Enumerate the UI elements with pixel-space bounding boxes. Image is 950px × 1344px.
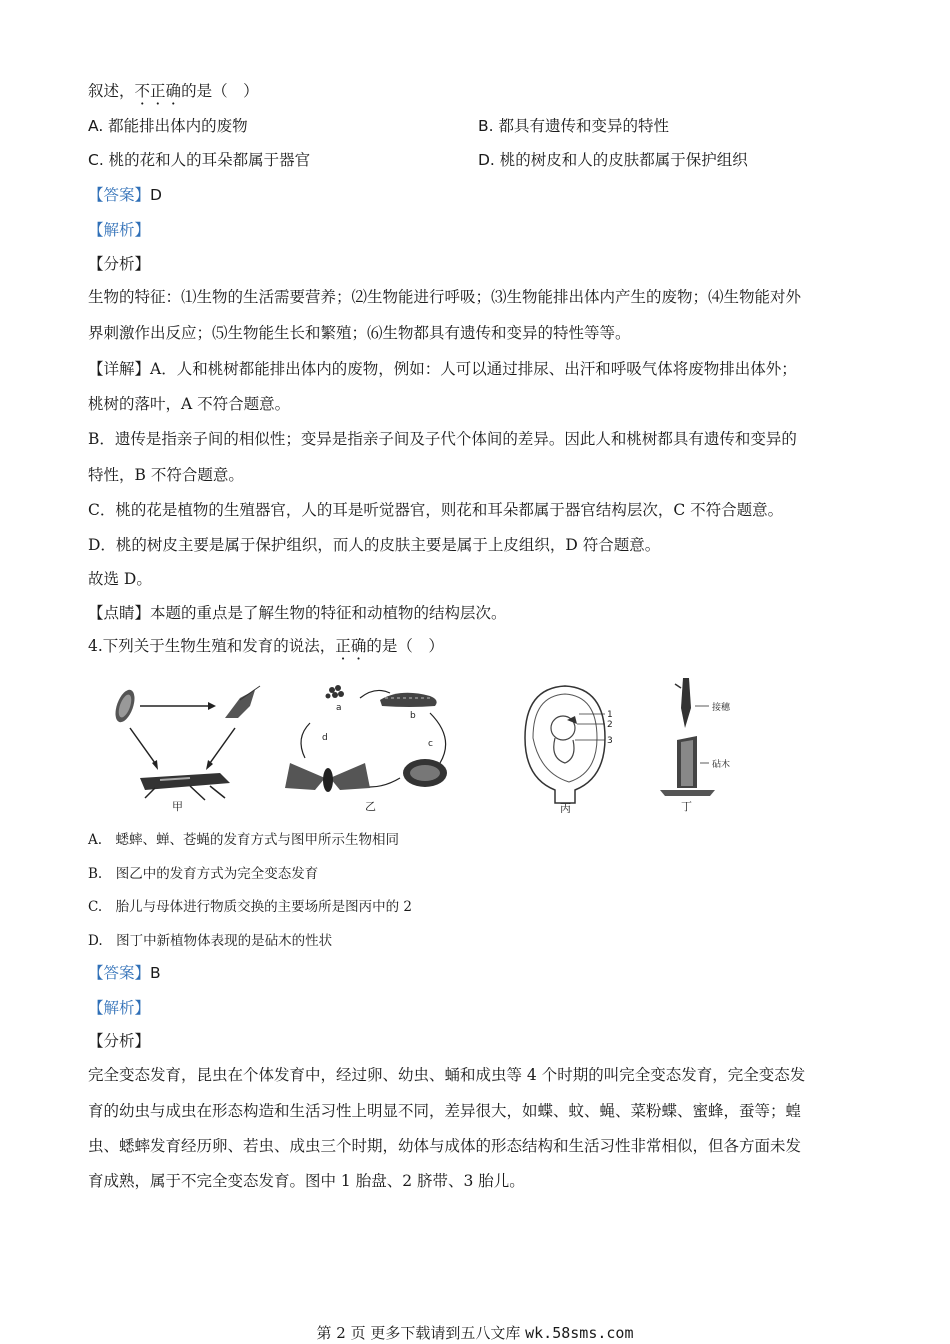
q3-detail-line: 特性，B 不符合题意。 [88, 466, 244, 484]
q4-stem-emphasis: 正 [335, 637, 351, 655]
q4-option-c: C. 胎儿与母体进行物质交换的主要场所是图丙中的 2 [88, 899, 413, 915]
q3-detail-line: B．遗传是指亲子间的相似性；变异是指亲子间及子代个体间的差异。因此人和桃树都具有遗传和变异的 [88, 430, 797, 448]
q4-answer-line [88, 962, 161, 984]
stage-label: b [410, 711, 416, 721]
scion-label: 接穗 [712, 703, 731, 713]
page-footer [0, 1322, 950, 1343]
q3-option-a: A. 都能排出体内的废物 [88, 117, 248, 135]
q3-stem-emphasis: 正 [150, 82, 166, 100]
part-number: 1 [607, 710, 613, 720]
rootstock-label: 砧木 [712, 760, 731, 770]
q4-option-a: A. 蟋蟀、蝉、苍蝇的发育方式与图甲所示生物相同 [88, 832, 400, 848]
q4-stem-suffix: 的是（ ） [366, 637, 444, 655]
q4-stem-emphasis: 确 [350, 637, 367, 655]
fenxi-tag: 【分析】 [88, 1032, 151, 1050]
figure-label-yi: 乙 [365, 800, 376, 813]
answer-tag: 【答案】 [88, 964, 151, 982]
stage-label: c [428, 739, 433, 749]
figure-jia-grasshopper-cycle [100, 678, 270, 813]
q4-fenxi-line: 完全变态发育，昆虫在个体发育中，经过卵、幼虫、蛹和成虫等 4 个时期的叫完全变态发育，完全变态发 [88, 1066, 806, 1084]
fenxi-tag: 【分析】 [88, 255, 151, 273]
stage-label: a [336, 703, 342, 713]
q3-option-b: B. 都具有遗传和变异的特性 [478, 117, 669, 135]
q3-option-c: C. 桃的花和人的耳朵都属于器官 [88, 151, 311, 169]
q3-stem-emphasis: 不 [134, 82, 151, 100]
q4-option-b: B. 图乙中的发育方式为完全变态发育 [88, 866, 319, 882]
footer-page-text: 第 2 页 更多下载请到五八文库 [316, 1324, 526, 1342]
q3-answer-line [88, 184, 162, 206]
figure-label-bing: 丙 [560, 802, 571, 813]
q3-stem-emphasis: 确 [165, 82, 182, 100]
part-number: 3 [607, 736, 613, 746]
answer-value: B [150, 964, 161, 982]
q4-option-d: D. 图丁中新植物体表现的是砧木的性状 [88, 933, 333, 949]
q3-stem-prefix: 叙述， [88, 82, 135, 100]
q3-detail-line: C．桃的花是植物的生殖器官，人的耳是听觉器官，则花和耳朵都属于器官结构层次，C 不符合题意。 [88, 501, 784, 519]
q3-fenxi-line: 界刺激作出反应；⑸生物能生长和繁殖；⑹生物都具有遗传和变异的特性等等。 [88, 324, 631, 342]
q3-detail-line: 桃树的落叶，A 不符合题意。 [88, 395, 291, 413]
q4-figure-row [100, 678, 780, 813]
figure-ding-grafting [645, 678, 785, 813]
q3-option-d: D. 桃的树皮和人的皮肤都属于保护组织 [478, 151, 748, 169]
analysis-tag: 【解析】 [88, 999, 151, 1017]
figure-yi-silkworm-cycle [280, 678, 470, 813]
q4-fenxi-line: 育的幼虫与成虫在形态构造和生活习性上明显不同，差异很大，如蝶、蚊、蝇、菜粉蝶、蜜蜂，蚕等；蝗 [88, 1102, 802, 1120]
part-number: 2 [607, 720, 613, 730]
q3-stem [88, 80, 259, 102]
q3-detail-line: 【详解】A．人和桃树都能排出体内的废物，例如：人可以通过排尿、出汗和呼吸气体将废物排出体外； [88, 360, 797, 378]
q4-stem [88, 635, 444, 657]
answer-value: D [150, 186, 162, 204]
analysis-tag: 【解析】 [88, 221, 151, 239]
answer-tag: 【答案】 [88, 186, 151, 204]
figure-label-ding: 丁 [681, 800, 692, 813]
figure-bing-uterus [505, 678, 635, 813]
q3-comment: 【点睛】本题的重点是了解生物的特征和动植物的结构层次。 [88, 604, 507, 622]
q3-fenxi-line: 生物的特征：⑴生物的生活需要营养；⑵生物能进行呼吸；⑶生物能排出体内产生的废物；⑷生物能对外 [88, 288, 802, 306]
footer-site-link[interactable]: wk.58sms.com [525, 1324, 634, 1342]
q3-detail-line: D．桃的树皮主要是属于保护组织，而人的皮肤主要是属于上皮组织，D 符合题意。 [88, 536, 661, 554]
q4-fenxi-line: 育成熟，属于不完全变态发育。图中 1 胎盘、2 脐带、3 胎儿。 [88, 1172, 525, 1190]
q4-fenxi-line: 虫、蟋蟀发育经历卵、若虫、成虫三个时期，幼体与成体的形态结构和生活习性非常相似，但各方面未发 [88, 1137, 802, 1155]
figure-label-jia: 甲 [172, 800, 183, 813]
stage-label: d [322, 733, 328, 743]
q3-stem-suffix: 的是（ ） [181, 82, 259, 100]
q3-conclusion: 故选 D。 [88, 570, 152, 588]
q4-stem-prefix: 4.下列关于生物生殖和发育的说法， [88, 637, 336, 655]
